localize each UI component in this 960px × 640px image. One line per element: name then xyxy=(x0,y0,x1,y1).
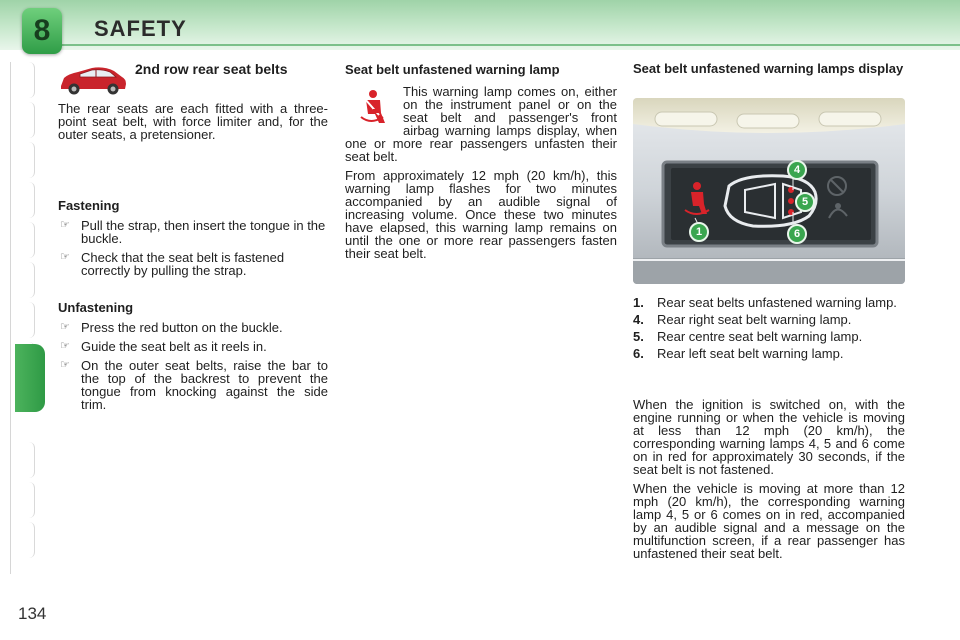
warning-lamp-para-2: From approximately 12 mph (20 km/h), this warning lamp flashes for two minutes accompanied by an audible signal of increasing volume. Once these two minutes have elapsed, this warning lamp remains on until the one or more rear passengers fasten their seat belt. xyxy=(345,168,617,261)
pointing-hand-icon: ☞ xyxy=(60,219,70,231)
chapter-badge: 8 xyxy=(22,8,62,54)
list-item: 5. Rear centre seat belt warning lamp. xyxy=(633,329,863,344)
chapter-tab[interactable] xyxy=(17,262,35,298)
chapter-tab[interactable] xyxy=(17,102,35,138)
rear-seat-intro: The rear seats are each fitted with a three-point seat belt, with force limiter and, for the outer seats, a pretensioner. xyxy=(58,101,328,142)
lamps-display-column xyxy=(633,61,905,561)
chapter-tab-strip xyxy=(10,62,34,574)
lamps-display-notes xyxy=(633,392,905,560)
section-title-rear-seat: 2nd row rear seat belts xyxy=(135,61,288,77)
unfastening-heading: Unfastening xyxy=(58,300,134,315)
page-number: 134 xyxy=(18,604,47,623)
chapter-tab[interactable] xyxy=(17,142,35,178)
chapter-tab[interactable] xyxy=(17,222,35,258)
chapter-tab[interactable] xyxy=(17,482,35,518)
pointing-hand-icon: ☞ xyxy=(60,340,70,352)
list-item: ☞ Guide the seat belt as it reels in. xyxy=(60,339,267,354)
list-item: 1. Rear seat belts unfastened warning lamp. xyxy=(633,295,897,310)
lamps-display-para-1: When the ignition is switched on, with the engine running or when the vehicle is moving at less than 12 mph (20 km/h), the corresponding warning lamps 4, 5 and 6 come on in red for approximately 30 seconds, if the seat belt is not fastened. xyxy=(633,397,905,477)
list-item: ☞ On the outer seat belts, raise the bar to the top of the backrest to prevent the tongue from knocking against the side trim. xyxy=(60,358,328,412)
warning-lamp-para-1: This warning lamp comes on, either on the instrument panel or on the seat belt and passenger's front airbag warning lamps display, when one or more rear passengers unfasten their seat belt. xyxy=(345,84,617,164)
chapter-tab[interactable] xyxy=(17,62,35,98)
callout-6: 6 xyxy=(787,224,807,244)
pointing-hand-icon: ☞ xyxy=(60,321,70,333)
callout-4: 4 xyxy=(787,160,807,180)
warning-lamp-body xyxy=(345,85,617,260)
unfastening-block xyxy=(58,300,328,411)
fastening-heading: Fastening xyxy=(58,198,120,213)
callout-5: 5 xyxy=(795,192,815,212)
chapter-tab[interactable] xyxy=(17,522,35,558)
header-rule xyxy=(60,44,960,46)
seatbelt-warning-icon xyxy=(351,89,393,125)
lamps-display-heading: Seat belt unfastened warning lamps display xyxy=(633,61,904,76)
chapter-tab[interactable] xyxy=(17,302,35,338)
list-item: ☞ Pull the strap, then insert the tongue in the buckle. xyxy=(60,218,326,246)
lamps-display-para-2: When the vehicle is moving at more than 12 mph (20 km/h), the corresponding warning lamp 4, 5 or 6 comes on in red, accompanied by an audible signal and a message on the multifunction screen, if a rear passenger has unfastened their seat belt. xyxy=(633,481,905,561)
chapter-title: SAFETY xyxy=(94,16,187,41)
warning-lamp-heading: Seat belt unfastened warning lamp xyxy=(345,62,560,77)
fastening-block xyxy=(58,198,328,277)
warning-lamp-column xyxy=(345,62,617,260)
list-item: 4. Rear right seat belt warning lamp. xyxy=(633,312,852,327)
warning-display-illustration xyxy=(633,98,905,284)
car-icon xyxy=(58,62,128,96)
list-item: 6. Rear left seat belt warning lamp. xyxy=(633,346,844,361)
lamp-legend-list xyxy=(633,292,905,360)
list-item: ☞ Press the red button on the buckle. xyxy=(60,320,283,335)
list-item: ☞ Check that the seat belt is fastened correctly by pulling the strap. xyxy=(60,250,285,278)
pointing-hand-icon: ☞ xyxy=(60,251,70,263)
pointing-hand-icon: ☞ xyxy=(60,359,70,371)
chapter-tab[interactable] xyxy=(17,442,35,478)
chapter-tab-active[interactable] xyxy=(15,344,45,412)
chapter-tab[interactable] xyxy=(17,182,35,218)
callout-1: 1 xyxy=(689,222,709,242)
